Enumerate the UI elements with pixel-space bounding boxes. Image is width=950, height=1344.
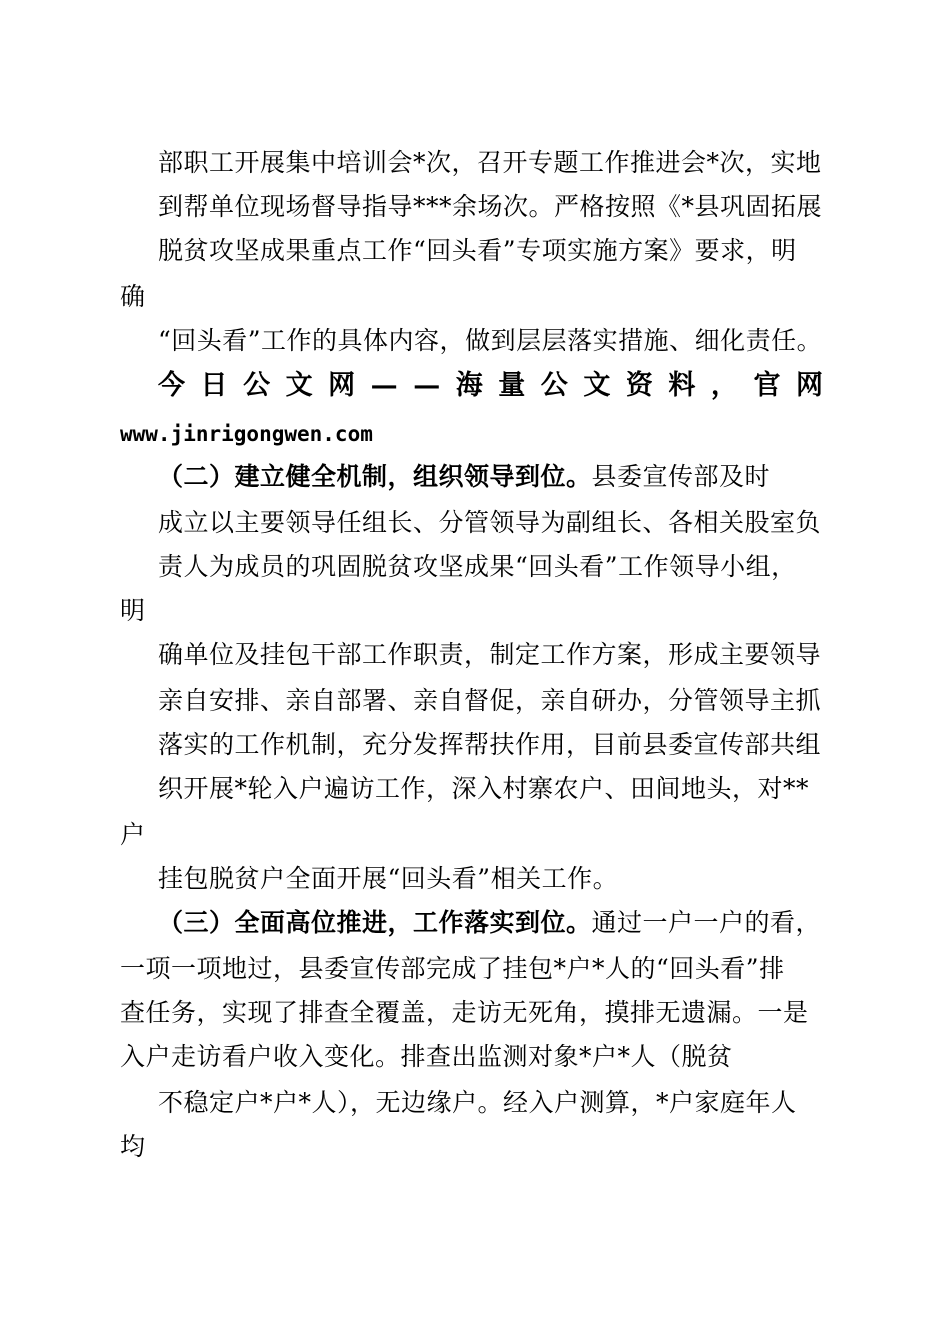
paragraph-line: 明 [120,596,146,625]
site-banner [158,370,823,402]
paragraph-line [158,908,821,938]
banner-char: 海 [455,370,483,401]
paragraph-line: 亲自安排、亲自部署、亲自督促，亲自研办，分管领导主抓 [158,686,822,715]
paragraph-line: 户 [120,820,146,849]
banner-char: 今 [158,370,185,401]
banner-char: — [370,370,398,401]
paragraph-line: 部职工开展集中培训会*次，召开专题工作推进会*次，实地 [158,148,822,177]
section-heading: （三）全面高位推进，工作落实到位。 [158,908,592,937]
banner-char: 网 [328,370,356,401]
paragraph-line: 脱贫攻坚成果重点工作“回头看”专项实施方案》要求，明 [158,236,797,265]
banner-char: 料 [668,370,696,401]
paragraph-line: 挂包脱贫户全面开展“回头看”相关工作。 [158,864,619,893]
banner-char: 量 [498,370,526,401]
paragraph-line: 确单位及挂包干部工作职责，制定工作方案，形成主要领导 [158,640,822,669]
banner-char: ， [710,370,738,401]
banner-char: 公 [540,370,568,401]
banner-char: 资 [625,370,653,401]
paragraph-line: 织开展*轮入户遍访工作，深入村寨农户、田间地头，对** [158,774,810,803]
paragraph-line: 落实的工作机制，充分发挥帮扶作用，目前县委宣传部共组 [158,730,822,759]
paragraph-line: 均 [120,1132,146,1161]
paragraph-line: “回头看”工作的具体内容，做到层层落实措施、细化责任。 [158,326,823,355]
banner-char: 公 [243,370,271,401]
paragraph-line: 成立以主要领导任组长、分管领导为副组长、各相关股室负 [158,508,822,537]
banner-char: 日 [200,370,228,401]
banner-char: 官 [753,370,781,401]
paragraph-line: 查任务，实现了排查全覆盖，走访无死角，摸排无遗漏。一是 [120,998,809,1027]
paragraph-line: 责人为成员的巩固脱贫攻坚成果“回头看”工作领导小组， [158,552,797,581]
banner-char: 文 [583,370,611,401]
banner-char: — [413,370,441,401]
paragraph-line [158,462,770,492]
paragraph-line: 到帮单位现场督导指导***余场次。严格按照《*县巩固拓展 [158,192,823,221]
paragraph-text: 通过一户一户的看， [591,908,822,937]
paragraph-line: 入户走访看户收入变化。排查出监测对象*户*人（脱贫 [120,1042,733,1071]
paragraph-line: 一项一项地过，县委宣传部完成了挂包*户*人的“回头看”排 [120,954,785,983]
section-heading: （二）建立健全机制，组织领导到位。 [158,462,592,491]
paragraph-line: 确 [120,282,146,311]
banner-char: 文 [285,370,313,401]
paragraph-line: 不稳定户*户*人），无边缘户。经入户测算，*户家庭年人 [158,1088,797,1117]
banner-char: 网 [795,370,823,401]
site-url-link[interactable]: www.jinrigongwen.com [120,422,373,446]
paragraph-text: 县委宣传部及时 [591,462,771,491]
